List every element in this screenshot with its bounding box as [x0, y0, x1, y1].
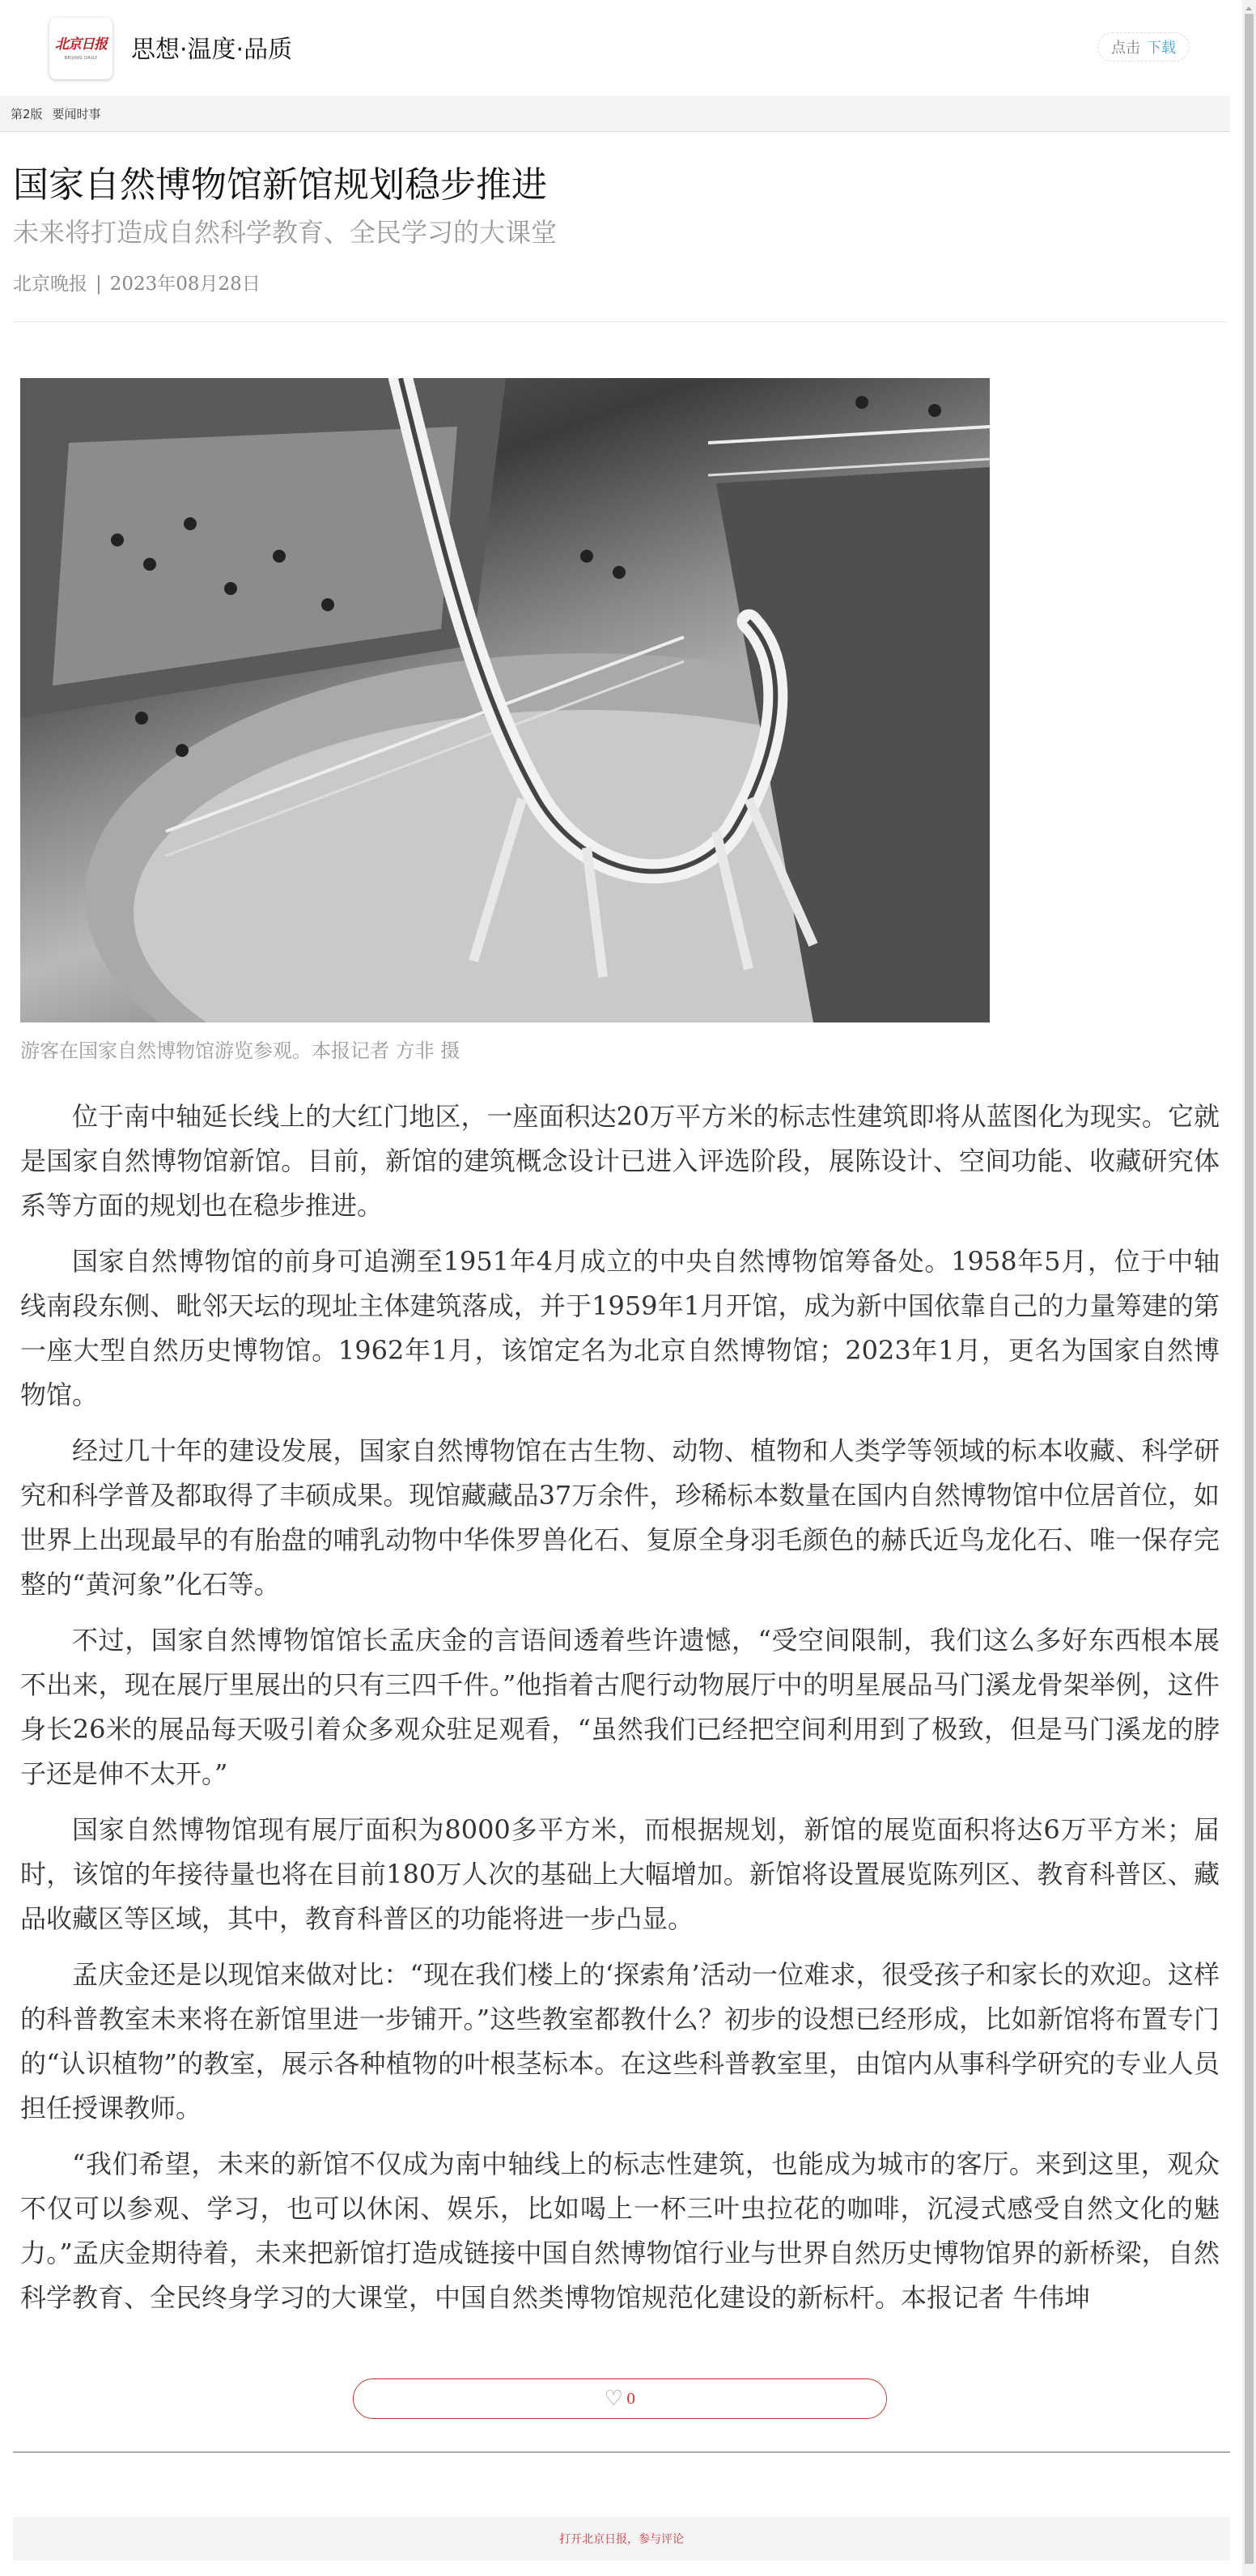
photo-caption: 游客在国家自然博物馆游览参观。本报记者 方非 摄 — [20, 1039, 460, 1062]
article-header — [0, 132, 1230, 297]
article-paragraph: 位于南中轴延长线上的大红门地区，一座面积达20万平方米的标志性建筑即将从蓝图化为现实。它就是国家自然博物馆新馆。目前，新馆的建筑概念设计已进入评选阶段，展陈设计、空间功能、收藏研究体系等方面的规划也在稳步推进。 — [20, 1101, 1220, 1221]
article-source: 北京晚报 — [13, 274, 87, 295]
section-name: 要闻时事 — [52, 106, 101, 121]
app-header — [0, 0, 1230, 96]
article-subtitle: 未来将打造成自然科学教育、全民学习的大课堂 — [13, 217, 558, 248]
page-scrollbar[interactable] — [1242, 0, 1256, 2576]
article-paragraph: “我们希望，未来的新馆不仅成为南中轴线上的标志性建筑，也能成为城市的客厅。来到这里，观众不仅可以参观、学习，也可以休闲、娱乐，比如喝上一杯三叶虫拉花的咖啡，沉浸式感受自然文化的魅力。”孟庆金期待着，未来把新馆打造成链接中国自然博物馆行业与世界自然历史博物馆界的新桥梁，自然科学教育、全民终身学习的大课堂，中国自然类博物馆规范化建设的新标杆。本报记者 牛伟坤 — [20, 2149, 1220, 2313]
like-count: 0 — [626, 2390, 636, 2408]
article-title: 国家自然博物馆新馆规划稳步推进 — [13, 164, 547, 206]
article-paragraph: 经过几十年的建设发展，国家自然博物馆在古生物、动物、植物和人类学等领域的标本收藏、科学研究和科学普及都取得了丰硕成果。现馆藏藏品37万余件，珍稀标本数量在国内自然博物馆中位居首位，如世界上出现最早的有胎盘的哺乳动物中华侏罗兽化石、复原全身羽毛颜色的赫氏近鸟龙化石、唯一保存完整的“黄河象”化石等。 — [20, 1435, 1220, 1600]
like-button[interactable] — [353, 2378, 887, 2419]
download-app-button[interactable] — [1097, 32, 1190, 62]
download-prefix: 点击 — [1111, 40, 1140, 57]
download-label: 下载 — [1147, 40, 1176, 57]
article-paragraph: 不过，国家自然博物馆馆长孟庆金的言语间透着些许遗憾，“受空间限制，我们这么多好东西根本展不出来，现在展厅里展出的只有三四千件。”他指着古爬行动物展厅中的明星展品马门溪龙骨架举例，这件身长26米的展品每天吸引着众多观众驻足观看，“虽然我们已经把空间利用到了极致，但是马门溪龙的脖子还是伸不太开。” — [20, 1625, 1220, 1789]
article-page — [0, 0, 1230, 322]
scroll-up-arrow-icon[interactable] — [1245, 6, 1252, 11]
logo-chinese-text: 北京日报 — [55, 36, 107, 53]
article-date: 2023年08月28日 — [109, 274, 261, 295]
article-paragraph: 国家自然博物馆的前身可追溯至1951年4月成立的中央自然博物馆筹备处。1958年5月，位于中轴线南段东侧、毗邻天坛的现址主体建筑落成，并于1959年1月开馆，成为新中国依靠自己的力量筹建的第一座大型自然历史博物馆。1962年1月，该馆定名为北京自然博物馆；2023年1月，更名为国家自然博物馆。 — [20, 1246, 1220, 1410]
meta-separator: | — [95, 274, 102, 295]
scrollbar-thumb[interactable] — [1245, 14, 1254, 2564]
page-number: 第2版 — [11, 106, 43, 121]
heart-outline-icon: ♡ — [604, 2387, 623, 2411]
article-body — [20, 1095, 1220, 2332]
article-photo — [20, 378, 990, 1022]
logo-english-text: BEIJING DAILY — [64, 55, 98, 61]
article-paragraph: 国家自然博物馆现有展厅面积为8000多平方米，而根据规划，新馆的展览面积将达6万平方米；届时，该馆的年接待量也将在目前180万人次的基础上大幅增加。新馆将设置展览陈列区、教育科普区、藏品收藏区等区域，其中，教育科普区的功能将进一步凸显。 — [20, 1814, 1220, 1934]
article-paragraph: 孟庆金还是以现馆来做对比：“现在我们楼上的‘探索角’活动一位难求，很受孩子和家长的欢迎。这样的科普教室未来将在新馆里进一步铺开。”这些教室都教什么？初步的设想已经形成，比如新馆将布置专门的“认识植物”的教室，展示各种植物的叶根茎标本。在这些科普教室里，由馆内从事科学研究的专业人员担任授课教师。 — [20, 1959, 1220, 2123]
beijing-daily-logo — [49, 18, 112, 79]
header-divider — [13, 321, 1227, 322]
header-slogan: 思想·温度·品质 — [131, 36, 293, 64]
museum-dinosaur-skeleton-image — [20, 378, 990, 1022]
open-app-comment-link[interactable]: 打开北京日报，参与评论 — [13, 2517, 1230, 2561]
footer-divider — [13, 2451, 1230, 2453]
section-breadcrumb — [0, 96, 1230, 132]
article-meta — [13, 271, 1217, 297]
